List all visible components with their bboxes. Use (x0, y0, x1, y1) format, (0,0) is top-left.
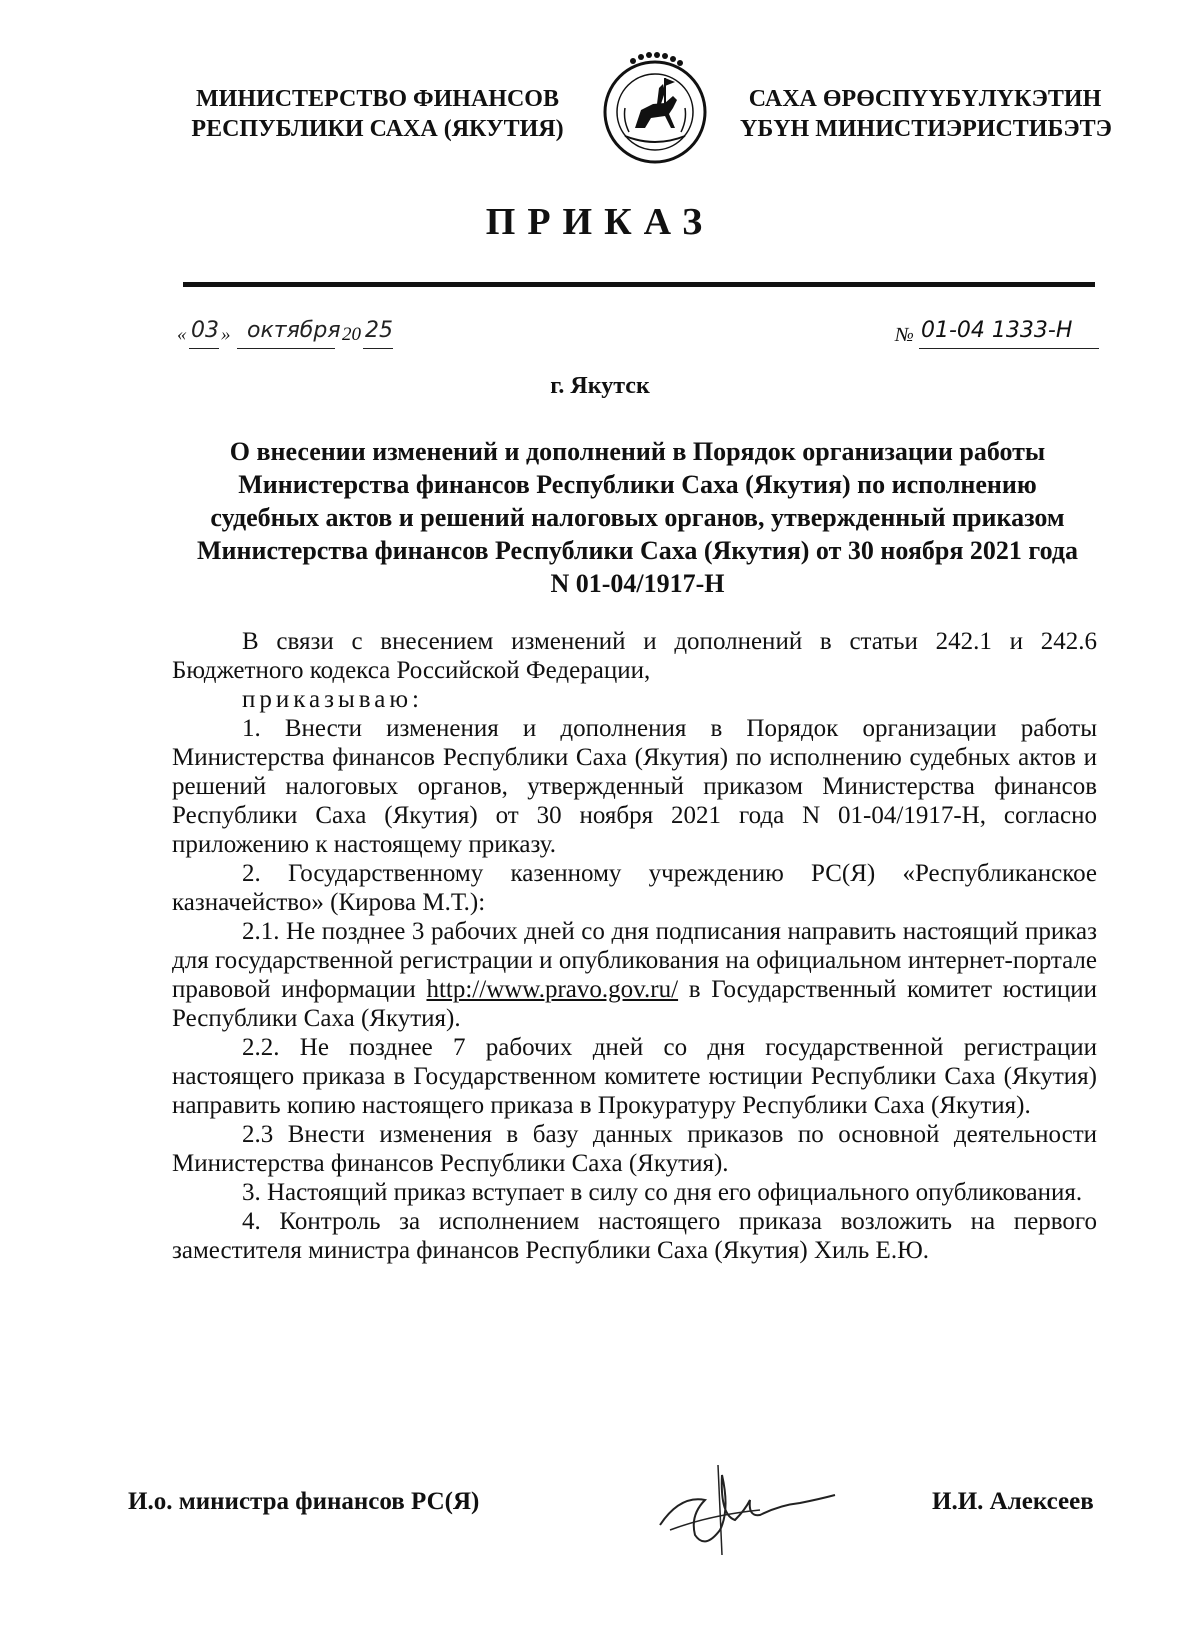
ministry-header-line: САХА ӨРӨСПҮҮБҮЛҮКЭТИН (748, 86, 1102, 112)
order-number (895, 318, 1100, 352)
title-line: О внесении изменений и дополнений в Порядок организации работы (229, 437, 1046, 466)
signatory-position: И.о. министра финансов РС(Я) (128, 1488, 480, 1515)
coat-of-arms-emblem-icon (595, 48, 715, 168)
paragraph-1: 1. Внести изменения и дополнения в Порядок организации работы Министерства финансов Республики Саха (Якутия) по исполнению судебных актов и решений налоговых органов, утвержденный приказом Министерства финансов Республики Саха (Якутия) от 30 ноября 2021 года N 01-04/1917-Н, согласно приложению к настоящему приказу. (172, 715, 1097, 858)
paragraph-2-1-text: 2.1. Не позднее 3 рабочих дней со дня подписания направить настоящий приказ для государственной регистрации и опубликования на официальном интернет-портале правовой информации (172, 918, 1097, 1003)
order-word: приказываю: (242, 686, 423, 713)
title-line: N 01-04/1917-Н (550, 569, 725, 598)
intro-paragraph: В связи с внесением изменений и дополнений в статьи 242.1 и 242.6 Бюджетного кодекса Российской Федерации, (172, 628, 1097, 684)
date-year-prefix: 20 (342, 324, 361, 345)
paragraph-2-2: 2.2. Не позднее 7 рабочих дней со дня государственной регистрации настоящего приказа в Государственном комитете юстиции Республики Саха (Якутия) направить копию настоящего приказа в Прокуратуру Республики Саха (Якутия). (172, 1034, 1097, 1119)
paragraph-4: 4. Контроль за исполнением настоящего приказа возложить на первого заместителя министра финансов Республики Саха (Якутия) Хиль Е.Ю. (172, 1208, 1097, 1264)
date-month-underline (237, 348, 335, 349)
order-body (172, 627, 1097, 1265)
ministry-header-russian (190, 84, 565, 144)
paragraph-2: 2. Государственному казенному учреждению РС(Я) «Республиканское казначейство» (Кирова М.Т.): (172, 860, 1097, 916)
pravo-gov-link[interactable]: http://www.pravo.gov.ru/ (426, 976, 679, 1003)
paragraph-2-3: 2.3 Внести изменения в базу данных приказов по основной деятельности Министерства финансов Республики Саха (Якутия). (172, 1121, 1097, 1177)
number-sign: № (895, 324, 914, 346)
ministry-header-line: МИНИСТЕРСТВО ФИНАНСОВ (196, 86, 559, 112)
date-year-underline (363, 348, 393, 349)
signatory-name: И.И. Алексеев (932, 1488, 1094, 1515)
paragraph-2-1 (172, 917, 1097, 1033)
paragraph-3: 3. Настоящий приказ вступает в силу со дня его официального опубликования. (242, 1179, 1083, 1206)
title-line: Министерства финансов Республики Саха (Якутия) от 30 ноября 2021 года (197, 536, 1078, 565)
handwritten-signature-icon (650, 1455, 840, 1565)
paragraph-2-1-tail: в Государственный комитет юстиции Республики Саха (Якутия). (172, 976, 1097, 1032)
order-title (175, 435, 1100, 600)
date-month: октября (247, 318, 341, 343)
date-year-suffix: 25 (365, 318, 393, 343)
number-underline (919, 348, 1099, 349)
date-open-quote: « (177, 324, 187, 345)
date-day-underline (189, 348, 219, 349)
document-type-title: ПРИКАЗ (485, 201, 715, 243)
ministry-header-line: ҮБҮН МИНИСТИЭРИСТИБЭТЭ (740, 116, 1112, 142)
city-name: г. Якутск (550, 373, 650, 399)
title-line: Министерства финансов Республики Саха (Якутия) по исполнению (238, 470, 1037, 499)
title-line: судебных актов и решений налоговых органов, утвержденный приказом (210, 503, 1065, 532)
date-close-quote: » (221, 324, 231, 345)
order-date (177, 318, 457, 352)
number-value: 01-04 1333-Н (921, 318, 1073, 343)
date-day: 03 (191, 318, 219, 343)
header-divider (183, 282, 1095, 287)
ministry-header-line: РЕСПУБЛИКИ САХА (ЯКУТИЯ) (191, 116, 564, 142)
ministry-header-yakut (740, 84, 1110, 144)
